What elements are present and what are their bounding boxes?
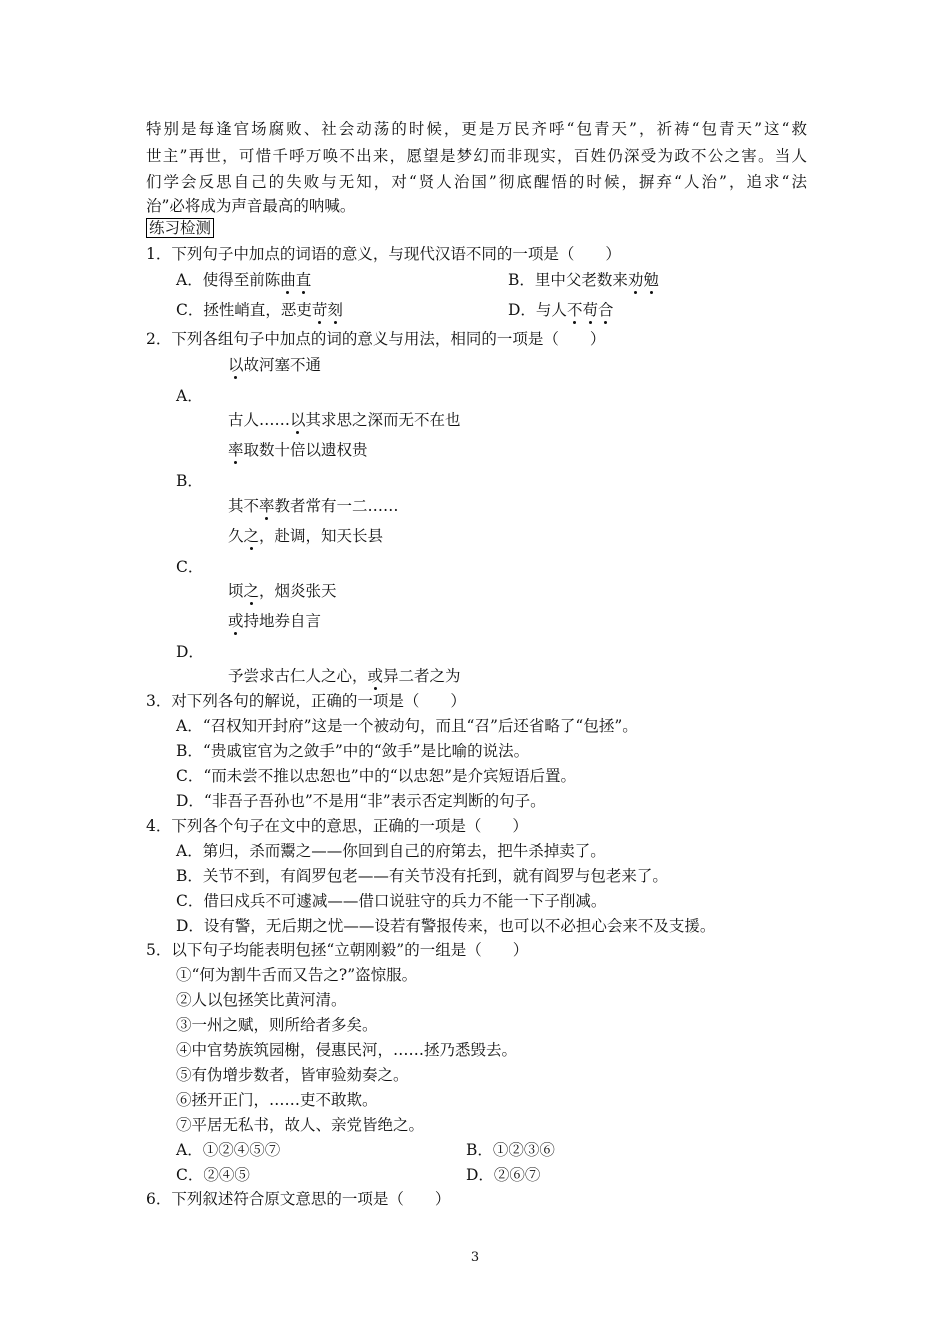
q3-stem: 3．对下列各句的解说，正确的一项是（ ） bbox=[146, 692, 466, 710]
q2-s7-dotted bbox=[228, 612, 244, 630]
q4-option-b: B．关节不到，有阎罗包老——有关节没有托到，就有阎罗与包老来了。 bbox=[176, 867, 668, 885]
emphasis-dot-char: 苛 bbox=[311, 301, 328, 319]
emphasis-dot-char: 或 bbox=[367, 667, 384, 685]
q4-stem: 4．下列各个句子在文中的意思，正确的一项是（ ） bbox=[146, 817, 528, 835]
q3-option-c: C．“而未尝不推以忠恕也”中的“以忠恕”是介宾短语后置。 bbox=[176, 767, 577, 785]
q4-option-d: D．设有警，无后期之忧——设若有警报传来，也可以不必担心会来不及支援。 bbox=[176, 917, 716, 935]
q3-option-d: D．“非吾子吾孙也”不是用“非”表示否定判断的句子。 bbox=[176, 792, 546, 810]
q2-s6-dotted bbox=[244, 582, 260, 600]
q1-c-dotted bbox=[312, 301, 343, 319]
emphasis-dot-char: 之 bbox=[243, 582, 260, 600]
q5-option-d: D．②⑥⑦ bbox=[466, 1166, 541, 1184]
q2-s2-dotted bbox=[290, 411, 306, 429]
q1-d-dotted bbox=[567, 301, 614, 319]
q1-d-text: D．与人 bbox=[508, 301, 567, 319]
q2-s7-post: 持地券自言 bbox=[243, 612, 322, 630]
emphasis-dot-char: 不 bbox=[566, 301, 583, 319]
q1-b-text: B．里中父老数来 bbox=[508, 271, 628, 289]
q2-sentence-8 bbox=[228, 666, 461, 686]
q4-option-a: A．第归，杀而鬻之——你回到自己的府第去，把牛杀掉卖了。 bbox=[176, 842, 606, 860]
q2-s4-pre: 其不 bbox=[228, 497, 260, 515]
q1-option-b bbox=[508, 270, 659, 290]
q2-stem: 2．下列各组句子中加点的词的意义与用法，相同的一项是（ ） bbox=[146, 330, 606, 348]
emphasis-dot-char: 直 bbox=[295, 271, 312, 289]
q2-sentence-4 bbox=[228, 496, 399, 516]
q2-s2-post: 其求思之深而无不在也 bbox=[305, 411, 461, 429]
q2-s8-dotted bbox=[368, 667, 384, 685]
q2-sentence-2 bbox=[228, 410, 461, 430]
q1-stem: 1．下列句子中加点的词语的意义，与现代汉语不同的一项是（ ） bbox=[146, 245, 621, 263]
q5-option-b: B．①②③⑥ bbox=[466, 1141, 555, 1159]
emphasis-dot-char: 苟 bbox=[582, 301, 598, 319]
q2-sentence-7 bbox=[228, 611, 321, 631]
q1-option-a bbox=[176, 270, 311, 290]
q5-item-3: ③一州之赋，则所给者多矣。 bbox=[176, 1016, 378, 1034]
emphasis-dot-char: 率 bbox=[259, 497, 275, 515]
q2-option-d: D． bbox=[176, 643, 204, 661]
q2-sentence-3 bbox=[228, 440, 368, 460]
q1-b-dotted bbox=[628, 271, 659, 289]
q2-s6-post: ，烟炎张天 bbox=[259, 582, 337, 600]
emphasis-dot-char: 劝 bbox=[627, 271, 644, 289]
q5-item-1: ①“何为割牛舌而又告之?”盗惊服。 bbox=[176, 966, 418, 984]
q2-option-b: B． bbox=[176, 472, 203, 490]
q1-option-c bbox=[176, 300, 343, 320]
emphasis-dot-char: 刻 bbox=[327, 301, 343, 319]
intro-line-1: 特别是每逢官场腐败、社会动荡的时候，更是万民齐呼“包青天”，祈祷“包青天”这“救 bbox=[146, 120, 807, 138]
q2-option-a: A． bbox=[176, 387, 203, 405]
q2-s5-pre: 久 bbox=[228, 527, 244, 545]
q5-option-a: A．①②④⑤⑦ bbox=[176, 1141, 281, 1159]
q2-s3-dotted bbox=[228, 441, 244, 459]
q2-s5-dotted bbox=[244, 527, 260, 545]
q1-a-dotted bbox=[280, 271, 311, 289]
q2-sentence-6 bbox=[228, 581, 337, 601]
q2-sentence-1 bbox=[228, 355, 321, 375]
emphasis-dot-char: 勉 bbox=[643, 271, 659, 289]
q2-option-c: C． bbox=[176, 558, 204, 576]
emphasis-dot-char: 曲 bbox=[280, 271, 296, 289]
q2-s4-dotted bbox=[259, 497, 275, 515]
q2-s6-pre: 顷 bbox=[228, 582, 244, 600]
q4-option-c: C．借曰戍兵不可遽减——借口说驻守的兵力不能一下子削减。 bbox=[176, 892, 607, 910]
q2-s5-post: ，赴调，知天长县 bbox=[259, 527, 384, 545]
q2-s3-post: 取数十倍以遗权贵 bbox=[243, 441, 368, 459]
emphasis-dot-char: 之 bbox=[243, 527, 260, 545]
q3-option-b: B．“贵戚宦官为之敛手”中的“敛手”是比喻的说法。 bbox=[176, 742, 530, 760]
intro-line-3: 们学会反思自己的失败与无知，对“贤人治国”彻底醒悟的时候，摒弃“人治”，追求“法 bbox=[146, 173, 807, 191]
q1-option-d bbox=[508, 300, 613, 320]
emphasis-dot-char: 或 bbox=[228, 612, 244, 630]
q2-s1-dotted bbox=[228, 356, 244, 374]
intro-line-4: 治”必将成为声音最高的呐喊。 bbox=[146, 197, 356, 215]
q5-item-2: ②人以包拯笑比黄河清。 bbox=[176, 991, 347, 1009]
emphasis-dot-char: 合 bbox=[597, 301, 614, 319]
emphasis-dot-char: 率 bbox=[228, 441, 244, 459]
q5-item-4: ④中官势族筑园榭，侵惠民河，……拯乃悉毁去。 bbox=[176, 1041, 518, 1059]
section-title-box: 练习检测 bbox=[146, 218, 214, 238]
q2-s8-post: 异二者之为 bbox=[383, 667, 461, 685]
q5-item-5: ⑤有伪增步数者，皆审验劾奏之。 bbox=[176, 1066, 409, 1084]
q2-s8-pre: 予尝求古仁人之心， bbox=[228, 667, 368, 685]
q5-item-6: ⑥拯开正门，……吏不敢欺。 bbox=[176, 1091, 378, 1109]
emphasis-dot-char: 以 bbox=[228, 356, 244, 374]
q3-option-a: A．“召权知开封府”这是一个被动句，而且“召”后还省略了“包拯”。 bbox=[176, 717, 638, 735]
page-number: 3 bbox=[470, 1250, 480, 1265]
q2-sentence-5 bbox=[228, 526, 383, 546]
q5-item-7: ⑦平居无私书，故人、亲党皆绝之。 bbox=[176, 1116, 425, 1134]
section-title bbox=[146, 218, 214, 238]
q2-s4-post: 教者常有一二…… bbox=[274, 497, 399, 515]
intro-line-2: 世主”再世，可惜千呼万唤不出来，愿望是梦幻而非现实，百姓仍深受为政不公之害。当人 bbox=[146, 147, 807, 165]
q2-s1-post: 故河塞不通 bbox=[243, 356, 322, 374]
q6-stem: 6．下列叙述符合原文意思的一项是（ ） bbox=[146, 1190, 451, 1208]
q5-stem: 5．以下句子均能表明包拯“立朝刚毅”的一组是（ ） bbox=[146, 941, 529, 959]
q1-c-text: C．拯性峭直，恶吏 bbox=[176, 301, 312, 319]
q5-option-c: C．②④⑤ bbox=[176, 1166, 250, 1184]
q1-a-text: A．使得至前陈 bbox=[176, 271, 281, 289]
emphasis-dot-char: 以 bbox=[290, 411, 306, 429]
q2-s2-pre: 古人…… bbox=[228, 411, 291, 429]
